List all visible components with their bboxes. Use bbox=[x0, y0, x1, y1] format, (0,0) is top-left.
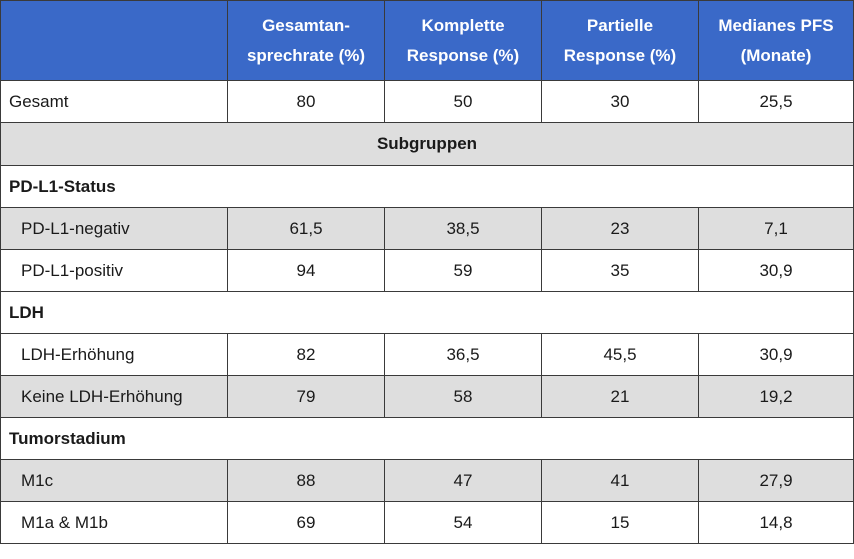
subgroups-title: Subgruppen bbox=[1, 123, 854, 166]
row-label: Keine LDH-Erhöhung bbox=[1, 376, 228, 418]
cell-value: 79 bbox=[228, 376, 385, 418]
table-row bbox=[1, 502, 854, 544]
row-label: M1c bbox=[1, 460, 228, 502]
table-row bbox=[1, 376, 854, 418]
row-label: M1a & M1b bbox=[1, 502, 228, 544]
group-title: LDH bbox=[1, 292, 854, 334]
row-label: PD-L1-negativ bbox=[1, 208, 228, 250]
cell-value: 19,2 bbox=[699, 376, 854, 418]
cell-value: 30,9 bbox=[699, 334, 854, 376]
header-partial-response: Partielle Response (%) bbox=[542, 1, 699, 81]
cell-value: 27,9 bbox=[699, 460, 854, 502]
cell-value: 36,5 bbox=[385, 334, 542, 376]
group-header-row bbox=[1, 292, 854, 334]
group-header-row bbox=[1, 418, 854, 460]
group-title: PD-L1-Status bbox=[1, 166, 854, 208]
cell-value: 30 bbox=[542, 81, 699, 123]
cell-value: 30,9 bbox=[699, 250, 854, 292]
table-row bbox=[1, 460, 854, 502]
cell-value: 7,1 bbox=[699, 208, 854, 250]
table-row bbox=[1, 208, 854, 250]
table-row bbox=[1, 250, 854, 292]
cell-value: 45,5 bbox=[542, 334, 699, 376]
cell-value: 69 bbox=[228, 502, 385, 544]
header-corner bbox=[1, 1, 228, 81]
cell-value: 58 bbox=[385, 376, 542, 418]
cell-value: 38,5 bbox=[385, 208, 542, 250]
table-row bbox=[1, 334, 854, 376]
cell-value: 14,8 bbox=[699, 502, 854, 544]
header-median-pfs: Medianes PFS (Monate) bbox=[699, 1, 854, 81]
cell-value: 47 bbox=[385, 460, 542, 502]
cell-value: 50 bbox=[385, 81, 542, 123]
cell-value: 94 bbox=[228, 250, 385, 292]
header-row bbox=[1, 1, 854, 81]
header-overall-response: Gesamtan- sprechrate (%) bbox=[228, 1, 385, 81]
cell-value: 54 bbox=[385, 502, 542, 544]
header-complete-response: Komplette Response (%) bbox=[385, 1, 542, 81]
row-label: Gesamt bbox=[1, 81, 228, 123]
cell-value: 23 bbox=[542, 208, 699, 250]
group-header-row bbox=[1, 166, 854, 208]
cell-value: 25,5 bbox=[699, 81, 854, 123]
cell-value: 59 bbox=[385, 250, 542, 292]
group-title: Tumorstadium bbox=[1, 418, 854, 460]
cell-value: 61,5 bbox=[228, 208, 385, 250]
row-label: LDH-Erhöhung bbox=[1, 334, 228, 376]
cell-value: 41 bbox=[542, 460, 699, 502]
subgroups-header-row bbox=[1, 123, 854, 166]
cell-value: 82 bbox=[228, 334, 385, 376]
cell-value: 21 bbox=[542, 376, 699, 418]
row-label: PD-L1-positiv bbox=[1, 250, 228, 292]
cell-value: 35 bbox=[542, 250, 699, 292]
table-row-overall bbox=[1, 81, 854, 123]
cell-value: 15 bbox=[542, 502, 699, 544]
cell-value: 88 bbox=[228, 460, 385, 502]
cell-value: 80 bbox=[228, 81, 385, 123]
